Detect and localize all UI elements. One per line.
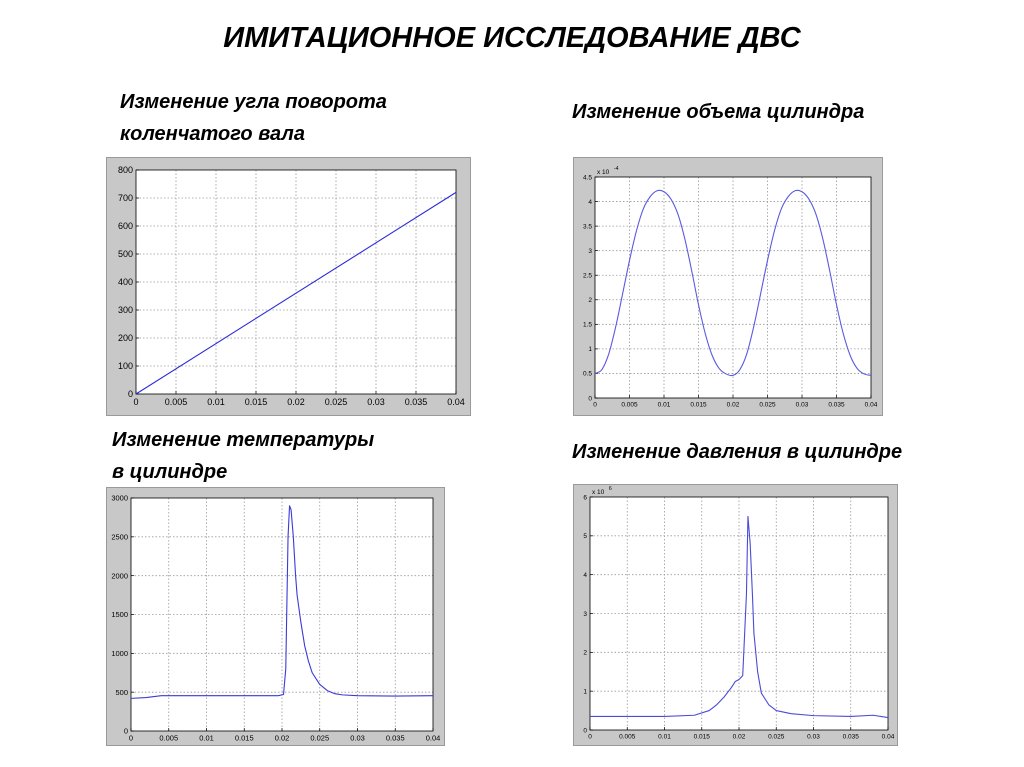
volume-exponent-label: x 10 — [597, 169, 610, 176]
volume-y-tick-label: 1 — [588, 346, 592, 354]
volume-y-tick-label: 3 — [588, 247, 592, 255]
volume-x-tick-label: 0.03 — [795, 401, 809, 409]
pressure-x-tick-label: 0 — [588, 733, 592, 741]
temperature-caption-line-2: в цилиндре — [112, 461, 228, 483]
pressure-x-tick-label: 0.03 — [807, 733, 820, 741]
pressure-chart — [573, 484, 898, 746]
temperature-x-tick-label: 0.005 — [159, 733, 179, 743]
angle-caption — [120, 86, 387, 150]
volume-x-tick-label: 0.04 — [864, 401, 878, 409]
temperature-y-tick-label: 500 — [115, 687, 128, 697]
pressure-y-tick-label: 1 — [583, 688, 587, 696]
angle-y-tick-label: 500 — [117, 249, 133, 260]
angle-y-tick-label: 400 — [117, 277, 133, 288]
angle-x-tick-label: 0.025 — [324, 397, 348, 407]
volume-y-tick-label: 2 — [588, 297, 592, 305]
volume-y-tick-label: 1.5 — [582, 321, 592, 329]
volume-x-tick-label: 0.005 — [621, 401, 638, 409]
pressure-y-tick-label: 4 — [583, 571, 587, 579]
temperature-caption — [112, 424, 374, 488]
angle-x-tick-label: 0.035 — [404, 397, 428, 407]
pressure-y-tick-label: 6 — [583, 494, 587, 502]
volume-caption — [572, 96, 864, 128]
angle-x-tick-label: 0.005 — [164, 397, 188, 407]
volume-y-tick-label: 0 — [588, 395, 592, 403]
angle-x-tick-label: 0 — [133, 397, 139, 407]
angle-caption-line-1: Изменение угла поворота — [120, 91, 387, 113]
angle-y-tick-label: 100 — [117, 361, 133, 372]
volume-x-tick-label: 0.02 — [726, 401, 740, 409]
volume-y-tick-label: 0.5 — [582, 370, 592, 378]
volume-x-tick-label: 0.025 — [759, 401, 776, 409]
temperature-x-tick-label: 0.02 — [274, 733, 290, 743]
volume-x-tick-label: 0.035 — [828, 401, 845, 409]
angle-x-tick-label: 0.01 — [207, 397, 225, 407]
volume-caption-line-1: Изменение объема цилиндра — [572, 101, 865, 123]
pressure-x-tick-label: 0.015 — [693, 733, 710, 741]
pressure-y-tick-label: 0 — [583, 727, 587, 735]
volume-y-tick-label: 2.5 — [582, 272, 592, 280]
volume-plot-area — [595, 177, 871, 398]
pressure-x-tick-label: 0.005 — [619, 733, 636, 741]
angle-y-tick-label: 600 — [117, 221, 133, 232]
angle-svg — [107, 158, 470, 415]
volume-chart — [573, 157, 883, 416]
volume-x-tick-label: 0 — [593, 401, 597, 409]
volume-exponent-power: -4 — [613, 166, 619, 173]
angle-x-tick-label: 0.02 — [287, 397, 305, 407]
temperature-svg — [107, 488, 444, 745]
pressure-x-tick-label: 0.035 — [842, 733, 859, 741]
pressure-x-tick-label: 0.04 — [881, 733, 895, 741]
temperature-x-tick-label: 0.03 — [350, 733, 365, 743]
pressure-caption — [572, 436, 902, 468]
volume-svg — [574, 158, 882, 415]
volume-y-tick-label: 4 — [588, 198, 592, 206]
angle-y-tick-label: 300 — [117, 305, 133, 316]
angle-x-tick-label: 0.03 — [367, 397, 385, 407]
pressure-x-tick-label: 0.01 — [658, 733, 671, 741]
pressure-svg — [574, 485, 897, 745]
pressure-x-tick-label: 0.02 — [732, 733, 746, 741]
volume-y-tick-label: 4.5 — [582, 174, 592, 182]
pressure-x-tick-label: 0.025 — [768, 733, 785, 741]
temperature-caption-line-1: Изменение температуры — [112, 429, 375, 451]
slide-title: ИМИТАЦИОННОЕ ИССЛЕДОВАНИЕ ДВС — [223, 22, 801, 54]
angle-y-tick-label: 700 — [117, 193, 133, 204]
pressure-y-tick-label: 5 — [583, 533, 587, 541]
pressure-y-tick-label: 3 — [583, 610, 587, 618]
pressure-exponent-power: 6 — [608, 486, 612, 493]
angle-y-tick-label: 200 — [117, 333, 133, 344]
volume-x-tick-label: 0.015 — [690, 401, 707, 409]
temperature-chart — [106, 487, 445, 746]
volume-y-tick-label: 3.5 — [582, 223, 592, 231]
angle-x-tick-label: 0.015 — [244, 397, 268, 407]
volume-x-tick-label: 0.01 — [657, 401, 671, 409]
temperature-y-tick-label: 3000 — [111, 493, 128, 503]
temperature-x-tick-label: 0.025 — [310, 733, 330, 743]
angle-x-tick-label: 0.04 — [447, 397, 465, 407]
angle-y-tick-label: 800 — [117, 165, 133, 176]
temperature-y-tick-label: 2000 — [111, 571, 128, 581]
angle-y-tick-label: 0 — [127, 389, 133, 400]
temperature-x-tick-label: 0 — [128, 733, 134, 743]
temperature-y-tick-label: 1500 — [111, 610, 128, 620]
pressure-exponent-label: x 10 — [592, 489, 605, 496]
angle-chart — [106, 157, 471, 416]
pressure-y-tick-label: 2 — [583, 649, 587, 657]
temperature-y-tick-label: 0 — [123, 726, 128, 736]
temperature-x-tick-label: 0.035 — [385, 733, 405, 743]
temperature-x-tick-label: 0.04 — [425, 733, 441, 743]
pressure-caption-line-1: Изменение давления в цилиндре — [572, 441, 903, 463]
temperature-x-tick-label: 0.01 — [199, 733, 214, 743]
temperature-x-tick-label: 0.015 — [234, 733, 254, 743]
angle-caption-line-2: коленчатого вала — [120, 123, 305, 145]
temperature-y-tick-label: 2500 — [111, 532, 128, 542]
temperature-y-tick-label: 1000 — [111, 648, 128, 658]
